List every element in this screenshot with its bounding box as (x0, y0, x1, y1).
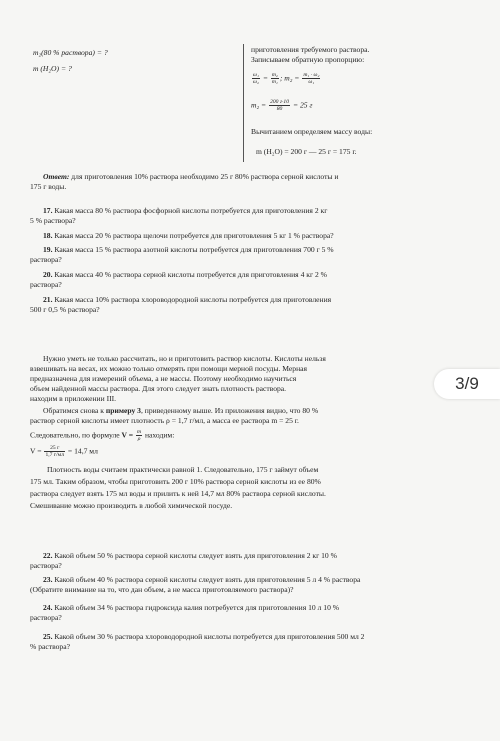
page-indicator[interactable]: 3/9 (434, 369, 500, 399)
theory-line-5: находим в приложении III. (30, 394, 117, 403)
theory-line-10: 175 мл. Таким образом, чтобы приготовить 200 г 10% раствора серной кислоты из ее 80% (30, 477, 321, 486)
task-20: 20. Какая масса 40 % раствора серной кислоты потребуется для приготовления 4 кг 2 % (43, 270, 327, 279)
task-18: 18. Какая масса 20 % раствора щелочи потребуется для приготовления 5 кг 1 % раствора? (43, 231, 334, 240)
task-19-cont: раствора? (30, 255, 62, 264)
task-23-cont: (Обратите внимание на то, что дан объем, а не масса приготовляемого раствора)? (30, 585, 294, 594)
calculation-formula: m₂ = $\frac{200 г\cdot 10}{80}$ = 25 г (251, 99, 313, 112)
task-23: 23. Какой объем 40 % раствора серной кислоты следует взять для приготовления 5 л 4 % раствора (43, 575, 361, 584)
theory-line-6: Обратимся снова к примеру 3, приведенному выше. Из приложения видно, что 80 % (43, 406, 319, 415)
answer-line-2: 175 г воды. (30, 182, 67, 191)
task-25: 25. Какой объем 30 % раствора хлороводородной кислоты потребуется для приготовления 500 мл 2 (43, 632, 365, 641)
task-24-cont: раствора? (30, 613, 62, 622)
theory-line-3: предназначена для измерений объема, а не массы. Поэтому необходимо научиться (30, 374, 297, 383)
theory-line-4: объем найденной массы раствора. Для этого следует знать плотность раствора. (30, 384, 287, 393)
task-24: 24. Какой объем 34 % раствора гидроксида калия потребуется для приготовления 10 л 10 % (43, 603, 340, 612)
theory-line-9: Плотность воды считаем практически равной 1. Следовательно, 175 г займут объем (47, 465, 319, 474)
theory-line-8: Следовательно, по формуле V = $\frac{m}{\rho}$ находим: (30, 429, 175, 442)
theory-line-1: Нужно уметь не только рассчитать, но и приготовить раствор кислоты. Кислоты нельзя (43, 354, 326, 363)
task-17: 17. Какая масса 80 % раствора фосфорной кислоты потребуется для приготовления 2 кг (43, 206, 328, 215)
task-21-cont: 500 г 0,5 % раствора? (30, 305, 100, 314)
task-25-cont: % раствора? (30, 642, 70, 651)
proportion-formula: $\frac{\text{ω₁}}{\text{ω₂}}$ = $\frac{\text{m₂}}{\text{m₁}}$ ; m₂ = $\frac{\text{m₁ · ω₂}}{\text{ω₁}}$ (253, 72, 320, 85)
water-result: m (H₂O) = 200 г — 25 г = 175 г. (256, 147, 357, 156)
subtraction-line: Вычитанием определяем массу воды: (251, 127, 373, 136)
task-22: 22. Какой объем 50 % раствора серной кислоты следует взять для приготовления 2 кг 10 % (43, 551, 337, 560)
given-water: m (H₂O) = ? (33, 64, 72, 73)
task-22-cont: раствора? (30, 561, 62, 570)
given-m2: m₂(80 % раствора) = ? (33, 48, 108, 57)
task-20-cont: раствора? (30, 280, 62, 289)
theory-line-11: раствора следует взять 175 мл воды и прилить к ней 14,7 мл 80% раствора серной кислоты. (30, 489, 326, 498)
theory-line-12: Смешивание можно производить в любой химической посуде. (30, 501, 233, 510)
task-19: 19. Какая масса 15 % раствора азотной кислоты потребуется для приготовления 700 г 5 % (43, 245, 334, 254)
solution-line-1: приготовления требуемого раствора. (251, 45, 370, 54)
column-divider (243, 44, 244, 162)
solution-line-2: Записываем обратную пропорцию: (251, 55, 365, 64)
task-21: 21. Какая масса 10% раствора хлороводородной кислоты потребуется для приготовления (43, 295, 332, 304)
volume-formula: V = $\frac{25 г}{1,7 г/мл}$ = 14,7 мл (30, 445, 98, 458)
task-17-cont: 5 % раствора? (30, 216, 76, 225)
theory-line-2: взвешивать на весах, их можно только отмерять при помощи мерной посуды. Мерная (30, 364, 308, 373)
answer-line-1: Ответ: для приготовления 10% раствора необходимо 25 г 80% раствора серной кислоты и (43, 172, 339, 181)
theory-line-7: раствор серной кислоты имеет плотность ρ = 1,7 г/мл, а масса ее раствора m = 25 г. (30, 416, 299, 425)
